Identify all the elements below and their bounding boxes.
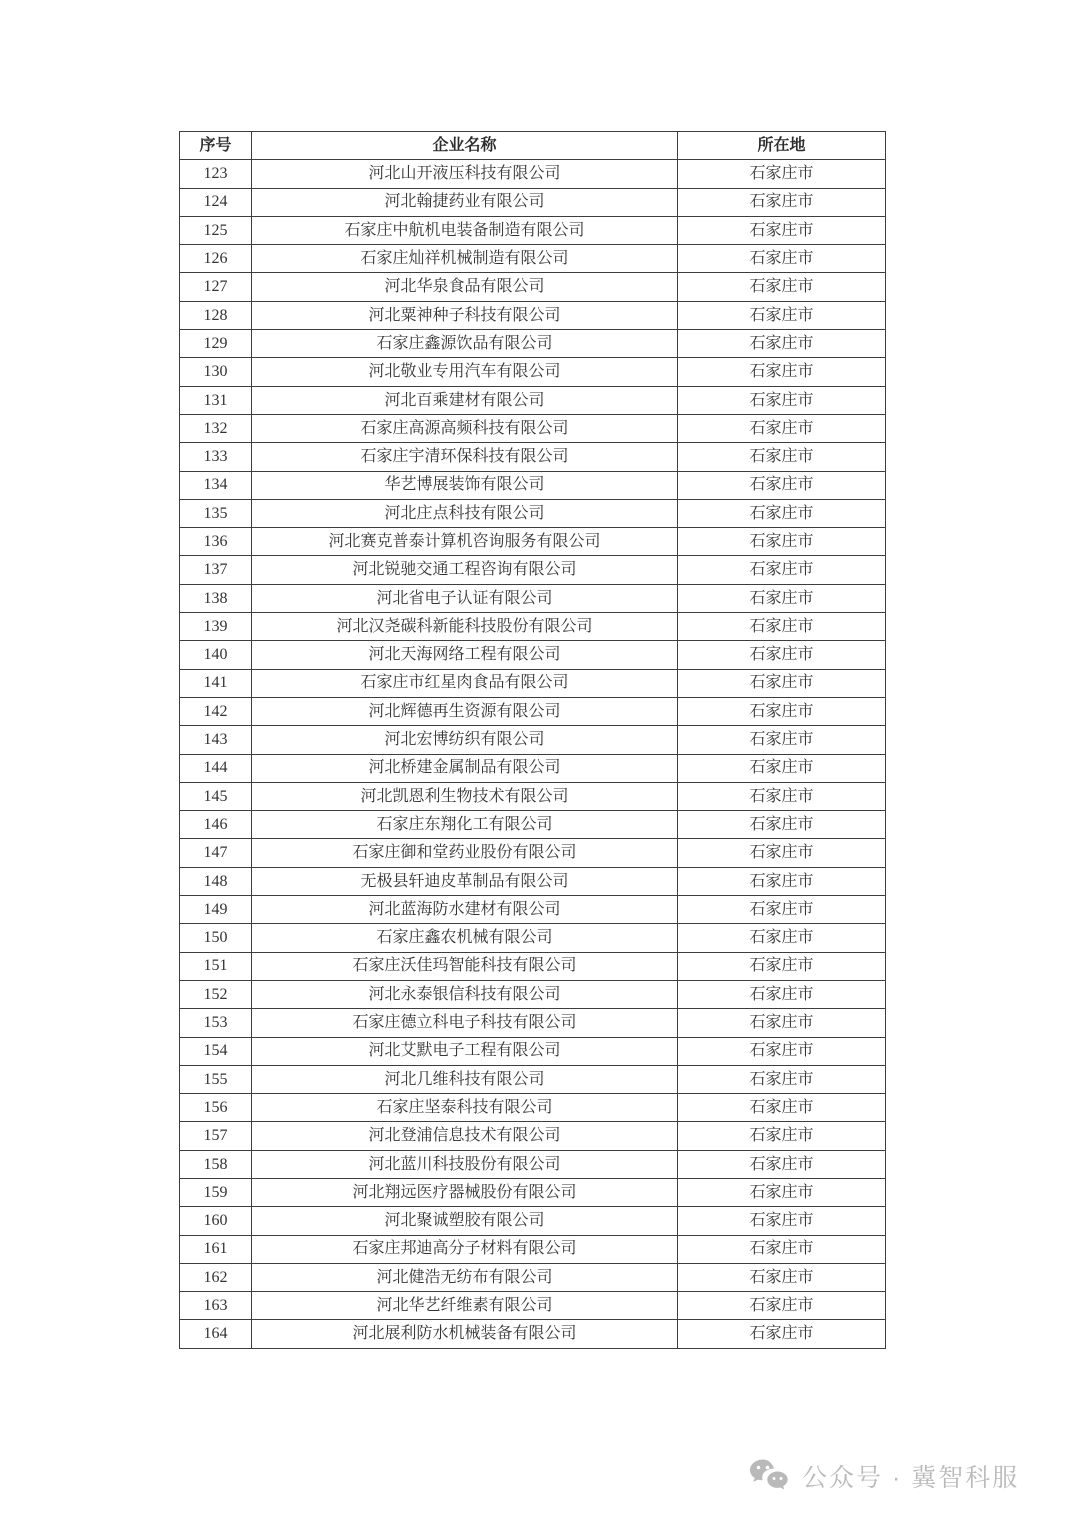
table-row [180, 1065, 886, 1093]
location-cell: 石家庄市 [678, 471, 886, 499]
table-row [180, 1292, 886, 1320]
location-cell: 石家庄市 [678, 414, 886, 442]
location-cell: 石家庄市 [678, 669, 886, 697]
location-cell: 石家庄市 [678, 358, 886, 386]
company-name-cell: 河北桥建金属制品有限公司 [252, 754, 678, 782]
company-name-cell: 河北展利防水机械装备有限公司 [252, 1320, 678, 1348]
row-number-cell: 147 [180, 839, 252, 867]
row-number-cell: 142 [180, 697, 252, 725]
row-number-cell: 143 [180, 726, 252, 754]
company-name-cell: 河北健浩无纺布有限公司 [252, 1263, 678, 1291]
row-number-cell: 138 [180, 584, 252, 612]
company-name-cell: 河北粟神种子科技有限公司 [252, 301, 678, 329]
row-number-cell: 150 [180, 924, 252, 952]
row-number-cell: 151 [180, 952, 252, 980]
location-cell: 石家庄市 [678, 867, 886, 895]
location-cell: 石家庄市 [678, 1065, 886, 1093]
row-number-cell: 134 [180, 471, 252, 499]
row-number-cell: 146 [180, 811, 252, 839]
table-row [180, 160, 886, 188]
table-row [180, 697, 886, 725]
table-row [180, 1009, 886, 1037]
table-row [180, 669, 886, 697]
location-cell: 石家庄市 [678, 1263, 886, 1291]
row-number-cell: 124 [180, 188, 252, 216]
location-cell: 石家庄市 [678, 188, 886, 216]
company-name-cell: 石家庄御和堂药业股份有限公司 [252, 839, 678, 867]
row-number-cell: 145 [180, 782, 252, 810]
company-name-cell: 河北敬业专用汽车有限公司 [252, 358, 678, 386]
table-row [180, 1094, 886, 1122]
row-number-cell: 154 [180, 1037, 252, 1065]
row-number-cell: 162 [180, 1263, 252, 1291]
table-row [180, 1263, 886, 1291]
table-header-row [180, 132, 886, 160]
location-cell: 石家庄市 [678, 1009, 886, 1037]
table-row [180, 414, 886, 442]
company-name-cell: 河北几维科技有限公司 [252, 1065, 678, 1093]
row-number-cell: 152 [180, 980, 252, 1008]
location-cell: 石家庄市 [678, 1178, 886, 1206]
table-row [180, 896, 886, 924]
row-number-cell: 132 [180, 414, 252, 442]
table-row [180, 1235, 886, 1263]
table-row [180, 216, 886, 244]
location-cell: 石家庄市 [678, 754, 886, 782]
company-name-cell: 石家庄高源高频科技有限公司 [252, 414, 678, 442]
table-row [180, 443, 886, 471]
table-row [180, 754, 886, 782]
company-name-cell: 河北艾默电子工程有限公司 [252, 1037, 678, 1065]
table-row [180, 358, 886, 386]
table-row [180, 386, 886, 414]
row-number-cell: 133 [180, 443, 252, 471]
watermark-text: 公众号 · 冀智科服 [802, 1464, 1020, 1492]
row-number-cell: 140 [180, 641, 252, 669]
company-name-cell: 河北省电子认证有限公司 [252, 584, 678, 612]
company-name-cell: 河北翰捷药业有限公司 [252, 188, 678, 216]
location-cell: 石家庄市 [678, 160, 886, 188]
company-name-cell: 河北蓝川科技股份有限公司 [252, 1150, 678, 1178]
company-name-cell: 石家庄鑫源饮品有限公司 [252, 330, 678, 358]
location-cell: 石家庄市 [678, 386, 886, 414]
row-number-cell: 127 [180, 273, 252, 301]
company-name-cell: 河北蓝海防水建材有限公司 [252, 896, 678, 924]
row-number-cell: 135 [180, 499, 252, 527]
row-number-cell: 158 [180, 1150, 252, 1178]
table-row [180, 1178, 886, 1206]
location-cell: 石家庄市 [678, 896, 886, 924]
row-number-cell: 163 [180, 1292, 252, 1320]
location-cell: 石家庄市 [678, 1122, 886, 1150]
table-row [180, 1320, 886, 1348]
company-name-cell: 无极县轩迪皮革制品有限公司 [252, 867, 678, 895]
company-table [179, 131, 886, 1349]
location-cell: 石家庄市 [678, 952, 886, 980]
row-number-cell: 156 [180, 1094, 252, 1122]
row-number-cell: 157 [180, 1122, 252, 1150]
table-row [180, 584, 886, 612]
company-name-cell: 石家庄中航机电装备制造有限公司 [252, 216, 678, 244]
location-cell: 石家庄市 [678, 301, 886, 329]
table-row [180, 301, 886, 329]
company-name-cell: 河北庄点科技有限公司 [252, 499, 678, 527]
table-row [180, 811, 886, 839]
company-name-cell: 河北翔远医疗器械股份有限公司 [252, 1178, 678, 1206]
table-row [180, 867, 886, 895]
table-row [180, 245, 886, 273]
location-cell: 石家庄市 [678, 330, 886, 358]
location-cell: 石家庄市 [678, 499, 886, 527]
table-row [180, 273, 886, 301]
row-number-cell: 136 [180, 528, 252, 556]
wechat-icon [748, 1458, 790, 1494]
row-number-cell: 155 [180, 1065, 252, 1093]
table-row [180, 528, 886, 556]
company-name-cell: 石家庄灿祥机械制造有限公司 [252, 245, 678, 273]
row-number-cell: 144 [180, 754, 252, 782]
location-cell: 石家庄市 [678, 1320, 886, 1348]
table-row [180, 330, 886, 358]
table-row [180, 471, 886, 499]
row-number-cell: 160 [180, 1207, 252, 1235]
table-row [180, 839, 886, 867]
row-number-cell: 131 [180, 386, 252, 414]
header-location: 所在地 [678, 132, 886, 160]
company-name-cell: 石家庄东翔化工有限公司 [252, 811, 678, 839]
company-name-cell: 石家庄沃佳玛智能科技有限公司 [252, 952, 678, 980]
table-row [180, 952, 886, 980]
company-name-cell: 河北聚诚塑胶有限公司 [252, 1207, 678, 1235]
company-name-cell: 河北赛克普泰计算机咨询服务有限公司 [252, 528, 678, 556]
location-cell: 石家庄市 [678, 641, 886, 669]
row-number-cell: 164 [180, 1320, 252, 1348]
company-name-cell: 河北永泰银信科技有限公司 [252, 980, 678, 1008]
table-row [180, 188, 886, 216]
location-cell: 石家庄市 [678, 443, 886, 471]
company-name-cell: 石家庄宇清环保科技有限公司 [252, 443, 678, 471]
company-name-cell: 河北登浦信息技术有限公司 [252, 1122, 678, 1150]
header-serial-number: 序号 [180, 132, 252, 160]
row-number-cell: 126 [180, 245, 252, 273]
row-number-cell: 159 [180, 1178, 252, 1206]
row-number-cell: 153 [180, 1009, 252, 1037]
table-row [180, 726, 886, 754]
company-name-cell: 河北锐驰交通工程咨询有限公司 [252, 556, 678, 584]
table-row [180, 641, 886, 669]
company-name-cell: 河北天海网络工程有限公司 [252, 641, 678, 669]
table-row [180, 1037, 886, 1065]
location-cell: 石家庄市 [678, 980, 886, 1008]
location-cell: 石家庄市 [678, 584, 886, 612]
location-cell: 石家庄市 [678, 556, 886, 584]
location-cell: 石家庄市 [678, 839, 886, 867]
row-number-cell: 161 [180, 1235, 252, 1263]
table-row [180, 1207, 886, 1235]
location-cell: 石家庄市 [678, 1235, 886, 1263]
company-name-cell: 石家庄邦迪高分子材料有限公司 [252, 1235, 678, 1263]
location-cell: 石家庄市 [678, 1207, 886, 1235]
company-name-cell: 河北华泉食品有限公司 [252, 273, 678, 301]
table-row [180, 1150, 886, 1178]
company-name-cell: 河北百乘建材有限公司 [252, 386, 678, 414]
company-name-cell: 河北辉德再生资源有限公司 [252, 697, 678, 725]
table-body [180, 160, 886, 1348]
company-name-cell: 河北凯恩利生物技术有限公司 [252, 782, 678, 810]
location-cell: 石家庄市 [678, 782, 886, 810]
location-cell: 石家庄市 [678, 811, 886, 839]
row-number-cell: 149 [180, 896, 252, 924]
header-company-name: 企业名称 [252, 132, 678, 160]
company-name-cell: 华艺博展装饰有限公司 [252, 471, 678, 499]
location-cell: 石家庄市 [678, 924, 886, 952]
table-row [180, 556, 886, 584]
table-row [180, 1122, 886, 1150]
table-row [180, 924, 886, 952]
row-number-cell: 125 [180, 216, 252, 244]
table-row [180, 613, 886, 641]
location-cell: 石家庄市 [678, 1037, 886, 1065]
company-name-cell: 河北华艺纤维素有限公司 [252, 1292, 678, 1320]
company-name-cell: 石家庄市红星肉食品有限公司 [252, 669, 678, 697]
location-cell: 石家庄市 [678, 697, 886, 725]
row-number-cell: 123 [180, 160, 252, 188]
location-cell: 石家庄市 [678, 1094, 886, 1122]
row-number-cell: 139 [180, 613, 252, 641]
location-cell: 石家庄市 [678, 273, 886, 301]
row-number-cell: 128 [180, 301, 252, 329]
row-number-cell: 148 [180, 867, 252, 895]
row-number-cell: 137 [180, 556, 252, 584]
table-row [180, 980, 886, 1008]
location-cell: 石家庄市 [678, 245, 886, 273]
company-name-cell: 石家庄德立科电子科技有限公司 [252, 1009, 678, 1037]
company-name-cell: 石家庄鑫农机械有限公司 [252, 924, 678, 952]
wechat-watermark [748, 1458, 1019, 1494]
company-name-cell: 河北汉尧碳科新能科技股份有限公司 [252, 613, 678, 641]
location-cell: 石家庄市 [678, 726, 886, 754]
location-cell: 石家庄市 [678, 613, 886, 641]
location-cell: 石家庄市 [678, 1292, 886, 1320]
company-name-cell: 河北山开液压科技有限公司 [252, 160, 678, 188]
table-row [180, 499, 886, 527]
company-name-cell: 河北宏博纺织有限公司 [252, 726, 678, 754]
location-cell: 石家庄市 [678, 216, 886, 244]
row-number-cell: 141 [180, 669, 252, 697]
row-number-cell: 130 [180, 358, 252, 386]
company-name-cell: 石家庄坚泰科技有限公司 [252, 1094, 678, 1122]
row-number-cell: 129 [180, 330, 252, 358]
location-cell: 石家庄市 [678, 528, 886, 556]
table-row [180, 782, 886, 810]
location-cell: 石家庄市 [678, 1150, 886, 1178]
